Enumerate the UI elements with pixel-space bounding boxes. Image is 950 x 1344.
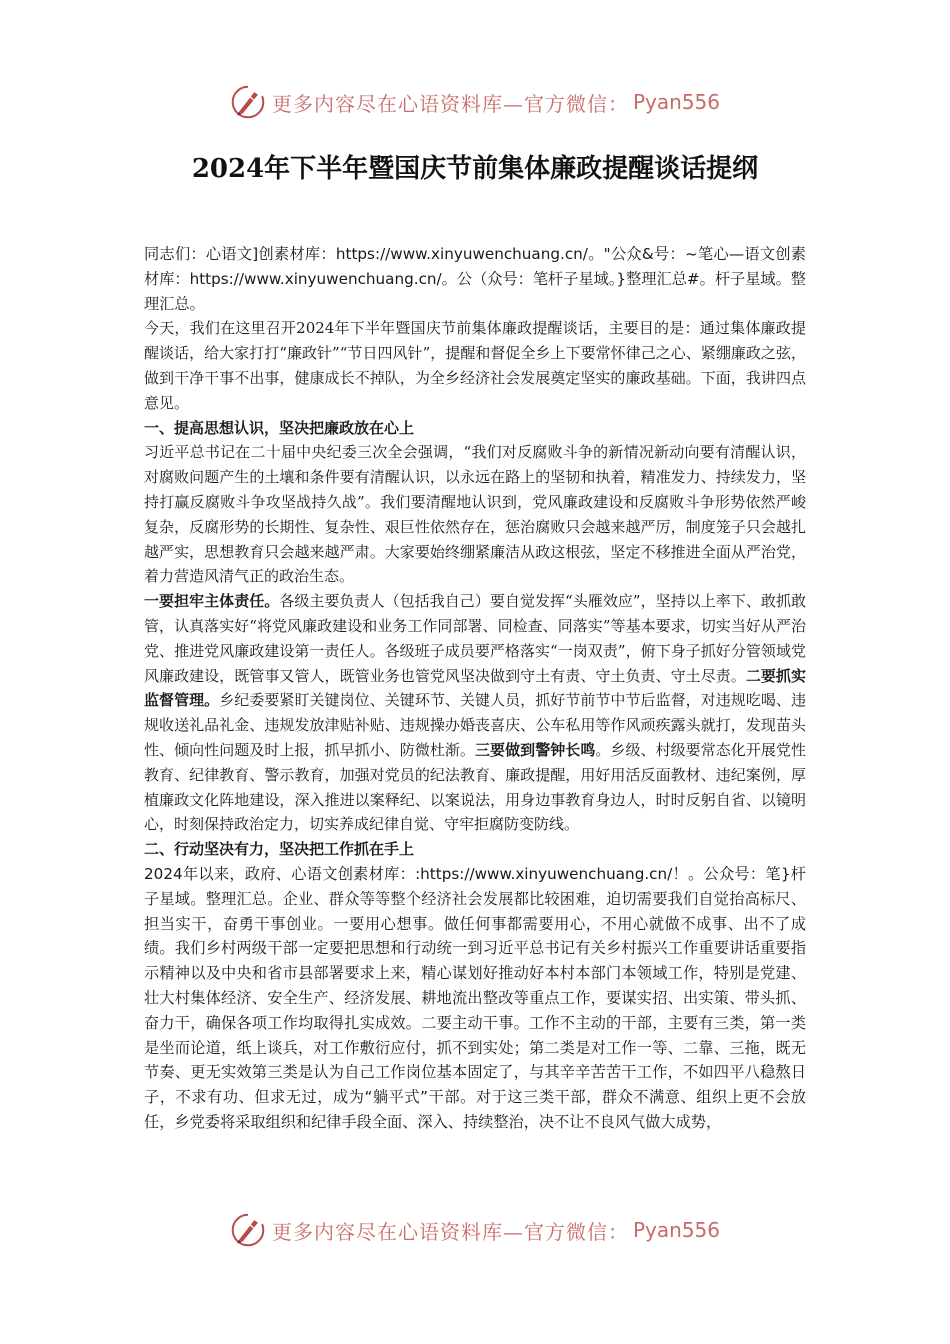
section-1-heading: 一、提高思想认识，坚决把廉政放在心上: [144, 418, 415, 437]
point-3-text: 。乡级、村级要常态化开展党性教育、纪律教育、警示教育，加强对党员的纪法教育、廉政提醒，用好用活反面教材、违纪案例，厚植廉政文化阵地建设，深入推进以案释纪、以案说法，用身边事教育身边人，时时反躬自省、以镜明心，时刻保持政治定力，切实养成纪律自觉、守牢拒腐防变防线。: [144, 740, 806, 834]
footer-banner: [0, 1208, 950, 1252]
section-1-points-paragraph: [144, 589, 806, 837]
document-title: 2024年下半年暨国庆节前集体廉政提醒谈话提纲: [191, 154, 759, 184]
section-2-paragraph: 2024年以来，政府、心语文创素材库：:https://www.xinyuwenchuang.cn/！。公众号：笔}杆子星域。整理汇总。企业、群众等等整个经济社会发展都比较困难，迫切需要我们自觉抬高标尺、担当实干，奋勇干事创业。一要用心想事。做任何事都需要用心，不用心就做不成事、出不了成绩。我们乡村两级干部一定要把思想和行动统一到习近平总书记有关乡村振兴工作重要讲话重要指示精神以及中央和省市县部署要求上来，精心谋划好推动好本村本部门本领域工作，特别是党建、壮大村集体经济、安全生产、经济发展、耕地流出整改等重点工作，要谋实招、出实策、带头抓、奋力干，确保各项工作均取得扎实成效。二要主动干事。工作不主动的干部，主要有三类，第一类是坐而论道，纸上谈兵，对工作敷衍应付，抓不到实处；第二类是对工作一等、二靠、三拖，既无节奏、更无实效第三类是认为自己工作岗位基本固定了，与其辛辛苦苦干工作，不如四平八稳熬日子，不求有功、但求无过，成为“躺平式”干部。对于这三类干部，群众不满意、组织上更不会放任，乡党委将采取组织和纪律手段全面、深入、持续整治，决不让不良风气做大成势，: [144, 864, 806, 1131]
banner-text: 更多内容尽在心语资料库—官方微信：: [271, 91, 629, 116]
wechat-id: Pyan556: [632, 1218, 720, 1242]
section-1-paragraph: 习近平总书记在二十届中央纪委三次全会强调，“我们对反腐败斗争的新情况新动向要有清醒认识，对腐败问题产生的土壤和条件要有清醒认识，以永远在路上的坚韧和执着，精准发力、持续发力，坚持打赢反腐败斗争攻坚战持久战”。我们要清醒地认识到，党风廉政建设和反腐败斗争形势依然严峻复杂，反腐形势的长期性、复杂性、艰巨性依然存在，惩治腐败只会越来越严厉，制度笼子只会越扎越严实，思想教育只会越来越严肃。大家要始终绷紧廉洁从政这根弦，坚定不移推进全面从严治党，着力营造风清气正的政治生态。: [144, 443, 806, 586]
header-banner: [0, 80, 950, 124]
point-3-title: 三要做到警钟长鸣: [475, 740, 596, 759]
point-2-title: 二要抓实监督管理。: [144, 666, 806, 710]
point-1-text: 各级主要负责人（包括我自己）要自觉发挥“头雁效应”，坚持以上率下、敢抓敢管，认真落实好“将党风廉政建设和业务工作同部署、同检查、同落实”等基本要求，切实当好从严治党、推进党风廉政建设第一责任人。各级班子成员要严格落实“一岗双责”，俯下身子抓好分管领域党风廉政建设，既管事又管人，既管业务也管党风坚决做到守土有责、守土负责、守土尽责。: [144, 592, 806, 685]
intro-watermark-paragraph: 同志们：心语文]创素材库：https://www.xinyuwenchuang.cn/。"公众&号：~笔心—语文创素材库：https://www.xinyuwenchuang.cn/。公（众号：笔杆子星域。}整理汇总#。杆子星域。整理汇总。: [144, 245, 806, 313]
intro-paragraph: 今天，我们在这里召开2024年下半年暨国庆节前集体廉政提醒谈话，主要目的是：通过集体廉政提醒谈话，给大家打打“廉政针”“节日四风针”，提醒和督促全乡上下要常怀律己之心、紧绷廉政之弦，做到干净干事不出事，健康成长不掉队，为全乡经济社会发展奠定坚实的廉政基础。下面，我讲四点意见。: [144, 319, 806, 412]
wechat-id: Pyan556: [632, 90, 720, 114]
point-2-text: 乡纪委要紧盯关键岗位、关键环节、关键人员，抓好节前节中节后监督，对违规吃喝、违规收送礼品礼金、违规发放津贴补贴、违规操办婚丧喜庆、公车私用等作风顽疾露头就打，发现苗头性、倾向性问题及时上报，抓早抓小、防微杜渐。: [144, 691, 806, 759]
section-2-heading: 二、行动坚决有力，坚决把工作抓在手上: [144, 840, 415, 859]
banner-text: 更多内容尽在心语资料库—官方微信：: [271, 1219, 629, 1244]
pen-quill-logo-icon: [230, 1212, 266, 1248]
pen-quill-logo-icon: [230, 84, 266, 120]
document-body: [144, 242, 806, 1135]
point-1-title: 一要担牢主体责任。: [144, 592, 280, 611]
